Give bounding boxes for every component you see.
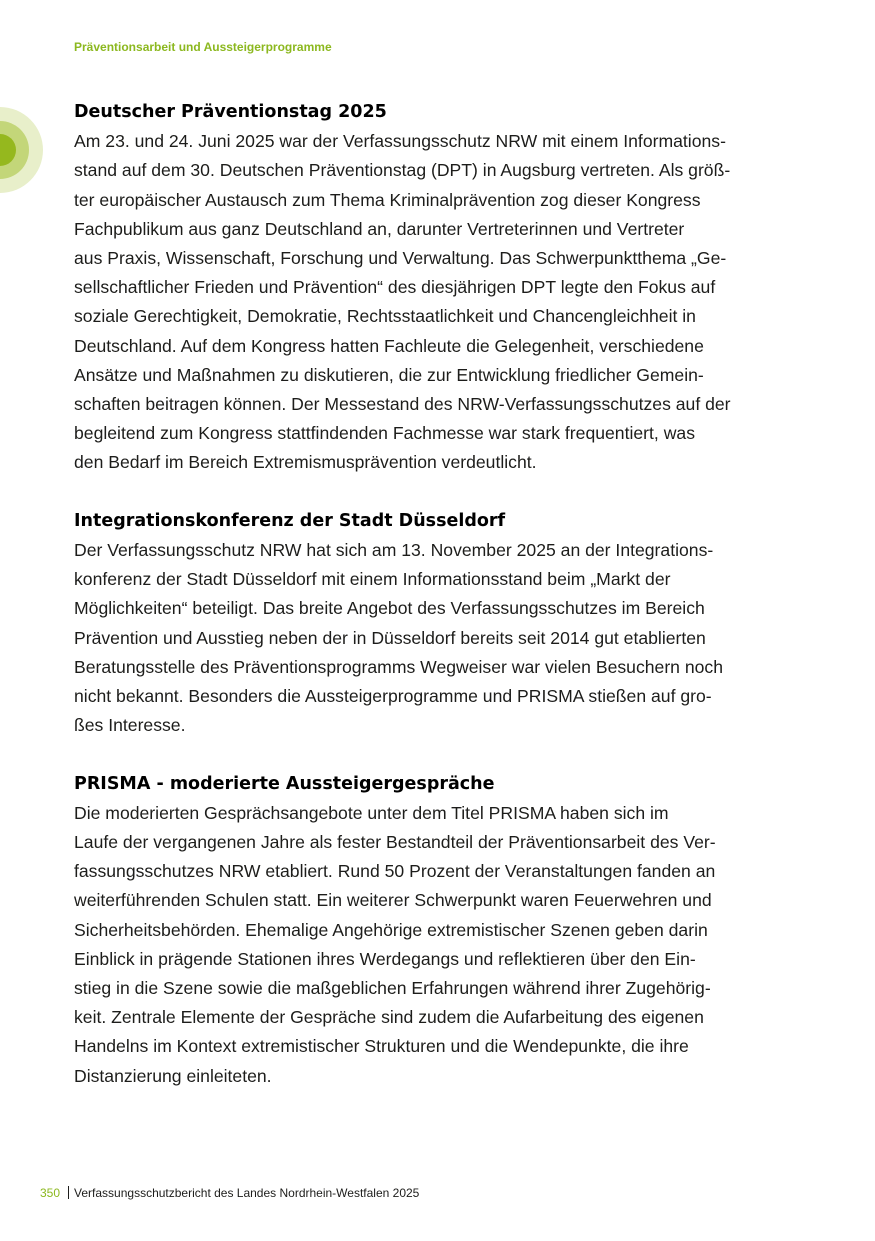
footer-divider [68, 1186, 69, 1199]
page-number: 350 [40, 1186, 61, 1200]
paragraph-line: sellschaftlicher Frieden und Prävention“ des diesjährigen DPT legte den Fokus auf [74, 277, 716, 298]
paragraph [74, 799, 804, 1091]
paragraph-line: soziale Gerechtigkeit, Demokratie, Rechtsstaatlichkeit und Chancengleichheit in [74, 306, 696, 327]
paragraph-line: begleitend zum Kongress stattfindenden Fachmesse war stark frequentiert, was [74, 423, 695, 444]
section-heading: Integrationskonferenz der Stadt Düsseldorf [74, 510, 506, 531]
paragraph-line: Sicherheitsbehörden. Ehemalige Angehörige extremistischer Szenen geben darin [74, 919, 708, 940]
paragraph-line: Der Verfassungsschutz NRW hat sich am 13. November 2025 an der Integrations- [74, 540, 714, 561]
paragraph-line: Die moderierten Gesprächsangebote unter dem Titel PRISMA haben sich im [74, 802, 669, 823]
page-footer [40, 1186, 419, 1200]
paragraph-line: stand auf dem 30. Deutschen Präventionstag (DPT) in Augsburg vertreten. Als größ- [74, 160, 731, 181]
paragraph-line: Deutschland. Auf dem Kongress hatten Fachleute die Gelegenheit, verschiedene [74, 335, 704, 356]
paragraph-line: keit. Zentrale Elemente der Gespräche sind zudem die Aufarbeitung des eigenen [74, 1007, 704, 1028]
document-body [74, 98, 804, 1120]
paragraph-line: schaften beitragen können. Der Messestand des NRW-Verfassungsschutzes auf der [74, 394, 731, 415]
paragraph-line: den Bedarf im Bereich Extremismusprävention verdeutlicht. [74, 452, 537, 473]
decorative-circle-marker [0, 107, 43, 193]
paragraph-line: Handelns im Kontext extremistischer Strukturen und die Wendepunkte, die ihre [74, 1036, 689, 1057]
section-prisma [74, 770, 804, 1091]
paragraph-line: aus Praxis, Wissenschaft, Forschung und Verwaltung. Das Schwerpunktthema „Ge- [74, 248, 727, 269]
paragraph-line: konferenz der Stadt Düsseldorf mit einem Informationsstand beim „Markt der [74, 569, 671, 590]
paragraph-line: Am 23. und 24. Juni 2025 war der Verfassungsschutz NRW mit einem Informations- [74, 131, 726, 152]
section-heading: PRISMA - moderierte Aussteigergespräche [74, 773, 495, 794]
section-heading: Deutscher Präventionstag 2025 [74, 102, 387, 122]
paragraph [74, 127, 804, 477]
publication-title: Verfassungsschutzbericht des Landes Nordrhein-Westfalen 2025 [74, 1186, 420, 1200]
paragraph [74, 536, 804, 740]
paragraph-line: nicht bekannt. Besonders die Aussteigerprogramme und PRISMA stießen auf gro- [74, 686, 712, 707]
paragraph-line: Laufe der vergangenen Jahre als fester Bestandteil der Präventionsarbeit des Ver- [74, 832, 716, 853]
section-integrationskonferenz [74, 507, 804, 741]
paragraph-line: stieg in die Szene sowie die maßgeblichen Erfahrungen während ihrer Zugehörig- [74, 978, 711, 999]
section-praeventionstag [74, 98, 804, 478]
paragraph-line: Fachpublikum aus ganz Deutschland an, darunter Vertreterinnen und Vertreter [74, 218, 685, 239]
paragraph-line: ter europäischer Austausch zum Thema Kriminalprävention zog dieser Kongress [74, 189, 701, 210]
paragraph-line: Möglichkeiten“ beteiligt. Das breite Angebot des Verfassungsschutzes im Bereich [74, 598, 705, 619]
paragraph-line: ßes Interesse. [74, 715, 186, 736]
paragraph-line: Distanzierung einleiteten. [74, 1065, 272, 1086]
paragraph-line: fassungsschutzes NRW etabliert. Rund 50 Prozent der Veranstaltungen fanden an [74, 861, 716, 882]
paragraph-line: Beratungsstelle des Präventionsprogramms Wegweiser war vielen Besuchern noch [74, 656, 724, 677]
paragraph-line: Prävention und Ausstieg neben der in Düsseldorf bereits seit 2014 gut etablierten [74, 627, 706, 648]
paragraph-line: weiterführenden Schulen statt. Ein weiterer Schwerpunkt waren Feuerwehren und [74, 890, 712, 911]
paragraph-line: Ansätze und Maßnahmen zu diskutieren, die zur Entwicklung friedlicher Gemein- [74, 364, 704, 385]
running-header: Präventionsarbeit und Aussteigerprogramme [74, 40, 332, 54]
paragraph-line: Einblick in prägende Stationen ihres Werdegangs und reflektieren über den Ein- [74, 948, 696, 969]
